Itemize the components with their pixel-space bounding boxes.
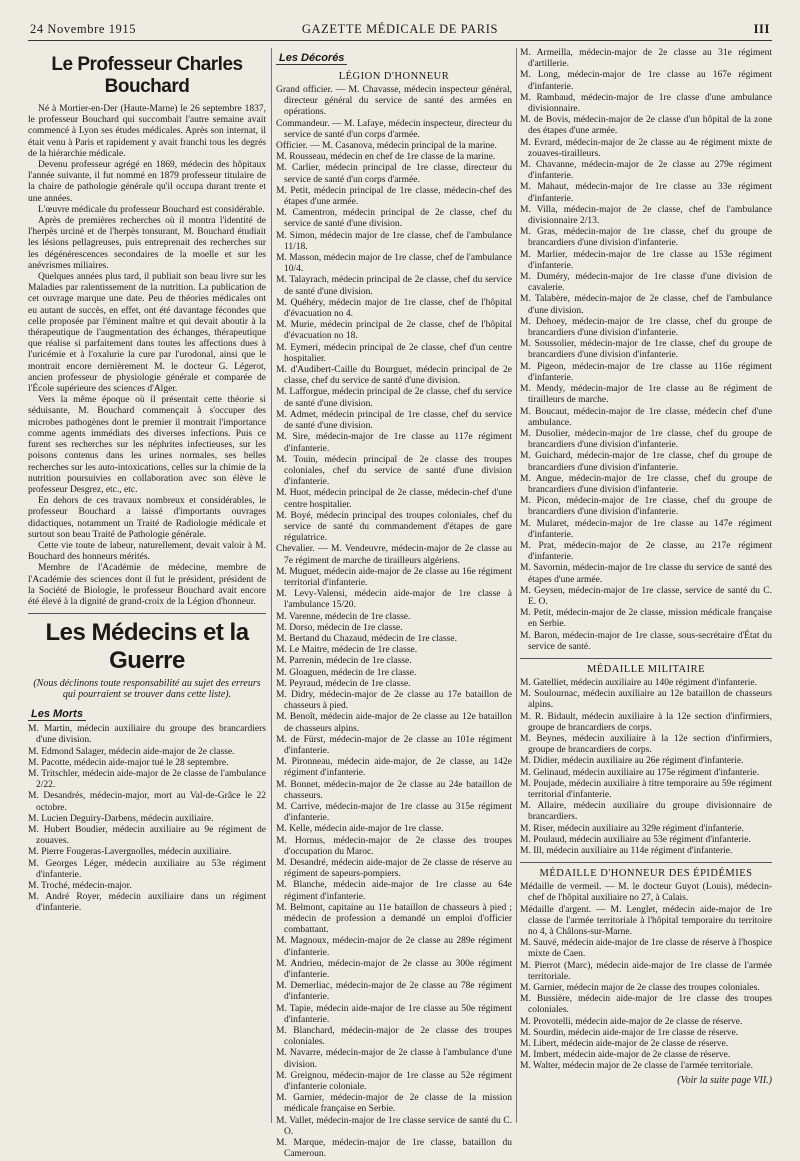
list-item: M. Prat, médecin-major de 2e classe, au 217e régiment d'infanterie. xyxy=(520,540,772,563)
list-item: M. Picon, médecin-major de 1re classe, chef du groupe de brancardiers d'une division d'infanterie. xyxy=(520,496,772,518)
list-item: M. André Royer, médecin auxiliaire dans un régiment d'infanterie. xyxy=(28,892,266,914)
list-item: M. Duméry, médecin-major de 1re classe d'une division de cavalerie. xyxy=(520,272,772,294)
list-item: M. Savornin, médecin-major de 1re classe du service de santé des étapes d'une armée. xyxy=(520,563,772,585)
list-item: M. Admet, médecin principal de 1re classe, chef du service de santé d'une division. xyxy=(276,409,512,432)
list-item: M. Evrard, médecin-major de 2e classe au 4e régiment mixte de zouaves-tirailleurs. xyxy=(520,137,772,159)
list-item: Grand officier. — M. Chavasse, médecin inspecteur général, directeur général du service de santé des armées en opérations. xyxy=(276,85,512,118)
list-item: M. Parrenin, médecin de 1re classe. xyxy=(276,656,412,667)
article-title: Le Professeur Charles Bouchard xyxy=(51,54,243,97)
list-item: M. R. Bidault, médecin auxiliaire à la 12e section d'infirmiers, groupe de brancardiers de corps. xyxy=(520,711,772,733)
list-item: M. Mendy, médecin-major de 1re classe au 8e régiment de tirailleurs de marche. xyxy=(520,384,772,406)
list-item: M. Le Maitre, médecin de 1re classe. xyxy=(276,645,418,656)
list-item: M. Gatelliet, médecin auxiliaire au 140e régiment d'infanterie. xyxy=(520,677,758,688)
list-item: M. Rambaud, médecin-major de 1re classe d'une ambulance divisionnaire. xyxy=(520,92,772,115)
morts-heading: Les Morts xyxy=(28,708,86,721)
morts-list xyxy=(28,724,266,914)
list-item: M. Gelinaud, médecin auxiliaire au 175e régiment d'infanterie. xyxy=(520,767,760,778)
list-item: M. Gloaguen, médecin de 1re classe. xyxy=(276,667,417,678)
list-item: M. Didry, médecin-major de 2e classe au 17e bataillon de chasseurs à pied. xyxy=(276,689,512,712)
section-title: Les Médecins et la Guerre xyxy=(45,619,249,675)
paragraph: L'œuvre médicale du professeur Bouchard est considérable. xyxy=(38,204,265,215)
list-item: M. Beynes, médecin auxiliaire à la 12e section d'infirmiers, groupe de brancardiers de corps. xyxy=(520,733,772,756)
list-item: M. Camentron, médecin principal de 2e classe, chef du service de santé d'une division. xyxy=(276,208,512,230)
list-item: M. Dusolier, médecin-major de 1re classe, chef du groupe de brancardiers d'une division d'infanterie. xyxy=(520,428,772,451)
list-item: M. Soulournac, médecin auxiliaire au 12e bataillon de chasseurs alpins. xyxy=(520,689,772,711)
list-item: M. Petit, médecin principal de 1re classe, médecin-chef des étapes d'une armée. xyxy=(276,185,512,208)
list-item: M. Benoît, médecin aide-major de 2e classe au 12e bataillon de chasseurs alpins. xyxy=(276,712,512,734)
issue-date: 24 Novembre 1915 xyxy=(30,22,137,36)
list-item: M. Didier, médecin auxiliaire au 26e régiment d'infanterie. xyxy=(520,756,744,767)
list-item: M. Vallet, médecin-major de 1re classe service de santé du C. O. xyxy=(276,1115,512,1137)
list-item: M. Kelle, médecin aide-major de 1re classe. xyxy=(276,824,444,835)
list-item: M. Demerliac, médecin-major de 2e classe au 78e régiment d'infanterie. xyxy=(276,981,512,1003)
list-item: M. Bertand du Chazaud, médecin de 1re classe. xyxy=(276,633,457,644)
column-3 xyxy=(520,48,772,1123)
continued-note: (Voir la suite page VII.) xyxy=(677,1074,772,1086)
list-item: M. Poujade, médecin auxiliaire à titre temporaire au 59e régiment territorial d'infanterie. xyxy=(520,778,772,800)
journal-title: GAZETTE MÉDICALE DE PARIS xyxy=(301,22,499,36)
list-item: Chevalier. — M. Vendeuvre, médecin-major de 2e classe au 7e régiment de marche de tirailleurs algériens. xyxy=(276,544,512,566)
list-item: M. Allaire, médecin auxiliaire du groupe divisionnaire de brancardiers. xyxy=(520,801,772,823)
medaille-militaire-title: MÉDAILLE MILITAIRE xyxy=(586,663,706,675)
list-item: M. Guichard, médecin-major de 1re classe, chef du groupe de brancardiers d'une division d'infanterie. xyxy=(520,451,772,473)
list-item: M. Blanchard, médecin-major de 2e classe des troupes coloniales. xyxy=(276,1026,512,1048)
list-item: M. Pacotte, médecin aide-major tué le 28 septembre. xyxy=(28,757,229,768)
list-item: M. Geysen, médecin-major de 1re classe, service de santé du C. E. O. xyxy=(520,585,772,607)
list-item: Commandeur. — M. Lafaye, médecin inspecteur, directeur du service de santé d'un corps d'armée. xyxy=(276,118,512,140)
list-item: M. Sire, médecin-major de 1re classe au 117e régiment d'infanterie. xyxy=(276,432,512,454)
list-item: M. Armeilla, médecin-major de 2e classe au 31e régiment d'artillerie. xyxy=(520,48,772,70)
list-item: M. Sauvé, médecin aide-major de 1re classe de réserve à l'hospice mixte de Caen. xyxy=(520,938,772,960)
paragraph: Membre de l'Académie de médecine, membre de l'Académie des sciences dont il fut le président, président de la Société de Biologie, le professeur Bouchard avait encore été élevé à la dignité de grand-croix de la Légion d'honneur. xyxy=(28,563,266,607)
list-item: Médaille d'argent. — M. Lenglet, médecin aide-major de 1re classe de l'armée territoriale à l'hôpital temporaire du territoire no 4, à Châlons-sur-Marne. xyxy=(520,904,772,938)
list-item: M. Tritschler, médecin aide-major de 2e classe de l'ambulance 2/22. xyxy=(28,768,266,791)
list-item: M. Rousseau, médecin en chef de 1re classe de la marine. xyxy=(276,152,496,163)
list-item: Médaille de vermeil. — M. le docteur Guyot (Louis), médecin-chef de l'hôpital auxiliaire no 27, à Calais. xyxy=(520,882,772,904)
list-item: M. Pigeon, médecin-major de 1re classe au 116e régiment d'infanterie. xyxy=(520,361,772,383)
list-item: M. Eymeri, médecin principal de 2e classe, chef d'un centre hospitalier. xyxy=(276,342,512,364)
article-body xyxy=(28,104,266,608)
list-item: M. Huot, médecin principal de 2e classe, médecin-chef d'une centre hospitalier. xyxy=(276,488,512,510)
list-item: M. Murie, médecin principal de 2e classe, chef de l'hôpital d'évacuation no 18. xyxy=(276,320,512,342)
list-item: M. Touin, médecin principal de 2e classe des troupes coloniales, chef du service de santé d'une division d'infanterie. xyxy=(276,454,512,488)
column-2 xyxy=(276,48,512,1160)
list-item: M. Troché, médecin-major. xyxy=(28,880,132,891)
list-item: M. Soussolier, médecin-major de 1re classe, chef du groupe de brancardiers d'une division d'infanterie. xyxy=(520,339,772,361)
list-item: M. Edmond Salager, médecin aide-major de 2e classe. xyxy=(28,746,235,757)
list-item: M. Hornus, médecin-major de 2e classe des troupes d'occupation du Maroc. xyxy=(276,835,512,857)
list-item: M. Pierrot (Marc), médecin aide-major de 1re classe de l'armée territoriale. xyxy=(520,960,772,982)
epidemies-list xyxy=(520,882,772,1072)
list-item: M. Hubert Boudier, médecin auxiliaire au 9e régiment de zouaves. xyxy=(28,824,266,847)
list-item: M. Peyraud, médecin de 1re classe. xyxy=(276,678,411,689)
list-item: M. Greignou, médecin-major de 1re classe au 52e régiment d'infanterie coloniale. xyxy=(276,1070,512,1093)
list-item: M. Garnier, médecin major de 2e classe des troupes coloniales. xyxy=(520,983,760,994)
paragraph: Après de premières recherches où il montra l'identité de l'herpès urciné et de l'herpès tonsurant, M. Bouchard étudiait les lésions pellagreuses, puis entreprenait des recherches sur les dégénérescences secondaires de la moelle et sur les anévrismes miliaires. xyxy=(28,216,266,271)
list-item: M. Martin, médecin auxiliaire du groupe des brancardiers d'une division. xyxy=(28,724,266,746)
list-item: M. Mularet, médecin-major de 1re classe au 147e régiment d'infanterie. xyxy=(520,518,772,540)
list-item: M. Villa, médecin-major de 2e classe, chef de l'ambulance divisionnaire 2/13. xyxy=(520,204,772,227)
legion-list xyxy=(276,85,512,1161)
list-item: Officier. — M. Casanova, médecin principal de la marine. xyxy=(276,141,497,152)
list-item: M. Belmont, capitaine au 11e bataillon de chasseurs à pied ; médecin de profession a demandé un emploi d'officier combattant. xyxy=(276,902,512,936)
epidemies-title: MÉDAILLE D'HONNEUR DES ÉPIDÉMIES xyxy=(539,868,753,880)
list-item: M. Quéhéry, médecin major de 1re classe, chef de l'hôpital d'évacuation no 4. xyxy=(276,297,512,320)
list-item: M. Long, médecin-major de 1re classe au 167e régiment d'infanterie. xyxy=(520,70,772,92)
list-item: M. Lafforgue, médecin principal de 2e classe, chef du service de santé d'une division. xyxy=(276,387,512,409)
list-item: M. Poulaud, médecin auxiliaire au 53e régiment d'infanterie. xyxy=(520,834,751,845)
decores-heading: Les Décorés xyxy=(276,52,347,65)
column-divider xyxy=(271,48,272,1123)
paragraph: Vers la même époque où il présentait cette théorie si séduisante, M. Bouchard commençait à s'occuper des microbes pathogènes dont le premier il montrait l'importance comme agents immédiats des diverses infections. Puis ce furent ses recherches sur les néphrites infectieuses, sur les poisons contenus dans les urines normales, ses belles recherches sur les auto-intoxications, celles sur la chimie de la nutrition poursuivies en collaboration avec son élève le professeur Desgrez, etc., etc. xyxy=(28,395,266,495)
list-item: M. Blanche, médecin aide-major de 1re classe au 64e régiment d'infanterie. xyxy=(276,880,512,902)
list-item: M. Tapie, médecin aide-major de 1re classe au 50e régiment d'infanterie. xyxy=(276,1003,512,1025)
page-header xyxy=(30,22,770,38)
paragraph: Devenu professeur agrégé en 1869, médecin des hôpitaux l'année suivante, il fut nommé en 1879 professeur titulaire de la chaire de pathologie générale qu'il occupa durant trente et une années. xyxy=(28,160,266,204)
list-item: M. Levy-Valensi, médecin aide-major de 1re classe à l'ambulance 15/20. xyxy=(276,589,512,611)
list-item: M. Carrive, médecin-major de 1re classe au 315e régiment d'infanterie. xyxy=(276,802,512,824)
list-item: M. Chavanne, médecin-major de 2e classe au 279e régiment d'infanterie. xyxy=(520,160,772,182)
list-item: M. Muguet, médecin aide-major de 2e classe au 16e régiment territorial d'infanterie. xyxy=(276,566,512,588)
paragraph: Quelques années plus tard, il publiait son beau livre sur les Maladies par ralentissement de la nutrition. La publication de cet ouvrage marque une date. Peu de théories médicales ont eu autant de succès, en effet, ont été davantage fécondes que celle proposée par l'éminent maître et qui devait aboutir à la thérapeutique de l'augmentation des échanges, thérapeutique que réalise si parfaitement dans toutes les affections dues à l'uricémie et à l'oxalurie la cure par l'urodonal, ainsi que le montrait encore dernièrement M. le docteur G. Légerot, ancien professeur de physiologie générale et comparée de l'École supérieure des sciences d'Alger. xyxy=(28,272,266,395)
list-item: M. Boyé, médecin principal des troupes coloniales, chef du service de santé du commandement d'étapes de gare régulatrice. xyxy=(276,510,512,544)
list-item: M. Angue, médecin-major de 1re classe, chef du groupe de brancardiers d'une division d'infanterie. xyxy=(520,473,772,495)
list-item: M. de Bovis, médecin-major de 2e classe d'un hôpital de la zone des étapes d'une armée. xyxy=(520,115,772,137)
list-item: M. Sourdin, médecin aide-major de 1re classe de réserve. xyxy=(520,1027,739,1038)
list-item: M. Garnier, médecin-major de 2e classe de la mission médicale française en Serbie. xyxy=(276,1093,512,1115)
list-item: M. Petit, médecin-major de 2e classe, mission médicale française en Serbie. xyxy=(520,608,772,630)
list-item: M. Marque, médecin-major de 1re classe, bataillon du Cameroun. xyxy=(276,1138,512,1160)
list-item: M. Mahaut, médecin-major de 1re classe au 33e régiment d'infanterie. xyxy=(520,182,772,204)
list-item: M. Carlier, médecin principal de 1re classe, directeur du service de santé d'un corps d'armée. xyxy=(276,163,512,185)
section-rule xyxy=(28,613,266,614)
list-item: M. Bonnet, médecin-major de 2e classe au 24e bataillon de chasseurs. xyxy=(276,779,512,801)
list-item: M. Bussière, médecin aide-major de 1re classe des troupes coloniales. xyxy=(520,994,772,1016)
section-rule xyxy=(520,862,772,863)
list-item: M. Walter, médecin major de 2e classe de l'armée territoriale. xyxy=(520,1061,754,1072)
list-item: M. Imbert, médecin aide-major de 2e classe de réserve. xyxy=(520,1050,731,1061)
list-item: M. de Fürst, médecin-major de 2e classe au 101e régiment d'infanterie. xyxy=(276,734,512,756)
list-item: M. Libert, médecin aide-major de 2e classe de réserve. xyxy=(520,1039,729,1050)
list-item: M. Desandrés, médecin-major, mort au Val-de-Grâce le 22 octobre. xyxy=(28,791,266,813)
list-item: M. Pierre Fougeras-Lavergnolles, médecin auxiliaire. xyxy=(28,847,232,858)
list-item: M. Talabère, médecin-major de 2e classe, chef de l'ambulance d'une division. xyxy=(520,294,772,316)
list-item: M. Varenne, médecin de 1re classe. xyxy=(276,611,411,622)
list-item: M. Riser, médecin auxiliaire au 329e régiment d'infanterie. xyxy=(520,823,744,834)
list-item: M. d'Audibert-Caille du Bourguet, médecin principal de 2e classe, chef du service de santé d'une division. xyxy=(276,365,512,387)
paragraph: Né à Mortier-en-Der (Haute-Marne) le 26 septembre 1837, le professeur Bouchard qui succombait l'autre semaine avait commencé à Lyon ses études médicales. Après son internat, il était venu à Paris et rapidement y avait franchi tous les degrés de la hiérarchie médicale. xyxy=(28,104,266,159)
medaille-list xyxy=(520,678,772,857)
list-item: M. Boucaut, médecin-major de 1re classe, médecin chef d'une ambulance. xyxy=(520,406,772,428)
list-item: M. Marlier, médecin-major de 1re classe au 153e régiment d'infanterie. xyxy=(520,249,772,271)
section-rule xyxy=(520,658,772,659)
header-rule xyxy=(28,40,772,41)
list-item: M. Navarre, médecin-major de 2e classe à l'ambulance d'une division. xyxy=(276,1048,512,1070)
list-item: M. Dehoey, médecin-major de 1re classe, chef du groupe de brancardiers d'une division d'infanterie. xyxy=(520,316,772,339)
paragraph: Cette vie toute de labeur, naturellement, devait valoir à M. Bouchard des honneurs mérités. xyxy=(28,540,266,563)
list-item: M. Lucien Deguiry-Darbens, médecin auxiliaire. xyxy=(28,813,214,824)
list-item: M. Magnoux, médecin-major de 2e classe au 289e régiment d'infanterie. xyxy=(276,936,512,958)
legion-honneur-title: LÉGION D'HONNEUR xyxy=(338,71,450,82)
list-item: M. Desandré, médecin aide-major de 2e classe de réserve au régiment de sapeurs-pompiers. xyxy=(276,858,512,880)
list-item: M. Masson, médecin major de 1re classe, chef de l'ambulance 10/4. xyxy=(276,253,512,275)
list-item: M. Simon, médecin major de 1re classe, chef de l'ambulance 11/18. xyxy=(276,230,512,252)
list-item: M. Gras, médecin-major de 1re classe, chef du groupe de brancardiers d'une division d'infanterie. xyxy=(520,227,772,249)
column-1 xyxy=(28,48,266,1123)
list-item: M. Andrieu, médecin-major de 2e classe au 300e régiment d'infanterie. xyxy=(276,958,512,981)
list-item: M. Baron, médecin-major de 1re classe, sous-secrétaire d'État du service de santé. xyxy=(520,630,772,652)
list-item: M. Georges Léger, médecin auxiliaire au 53e régiment d'infanterie. xyxy=(28,858,266,880)
page-number: III xyxy=(753,22,770,36)
list-item: M. Pironneau, médecin aide-major, de 2e classe, au 142e régiment d'infanterie. xyxy=(276,757,512,779)
column-divider xyxy=(516,48,517,1123)
list-item: M. Dorso, médecin de 1re classe. xyxy=(276,622,403,633)
legion-list-continued xyxy=(520,48,772,653)
list-item: M. Talayrach, médecin principal de 2e classe, chef du service de santé d'une division. xyxy=(276,275,512,297)
paragraph: En dehors de ces travaux nombreux et considérables, le professeur Bouchard a laissé d'importants ouvrages didactiques, notamment un Traité de Radiologie médicale et surtout son beau Traité de Pathologie générale. xyxy=(28,496,266,540)
list-item: M. Ill, médecin auxiliaire au 114e régiment d'infanterie. xyxy=(520,846,733,857)
list-item: M. Provotelli, médecin aide-major de 2e classe de réserve. xyxy=(520,1016,743,1027)
disclaimer-note: (Nous déclinons toute responsabilité au sujet des erreurs qui pourraient se trouver dans cette liste). xyxy=(33,678,261,701)
